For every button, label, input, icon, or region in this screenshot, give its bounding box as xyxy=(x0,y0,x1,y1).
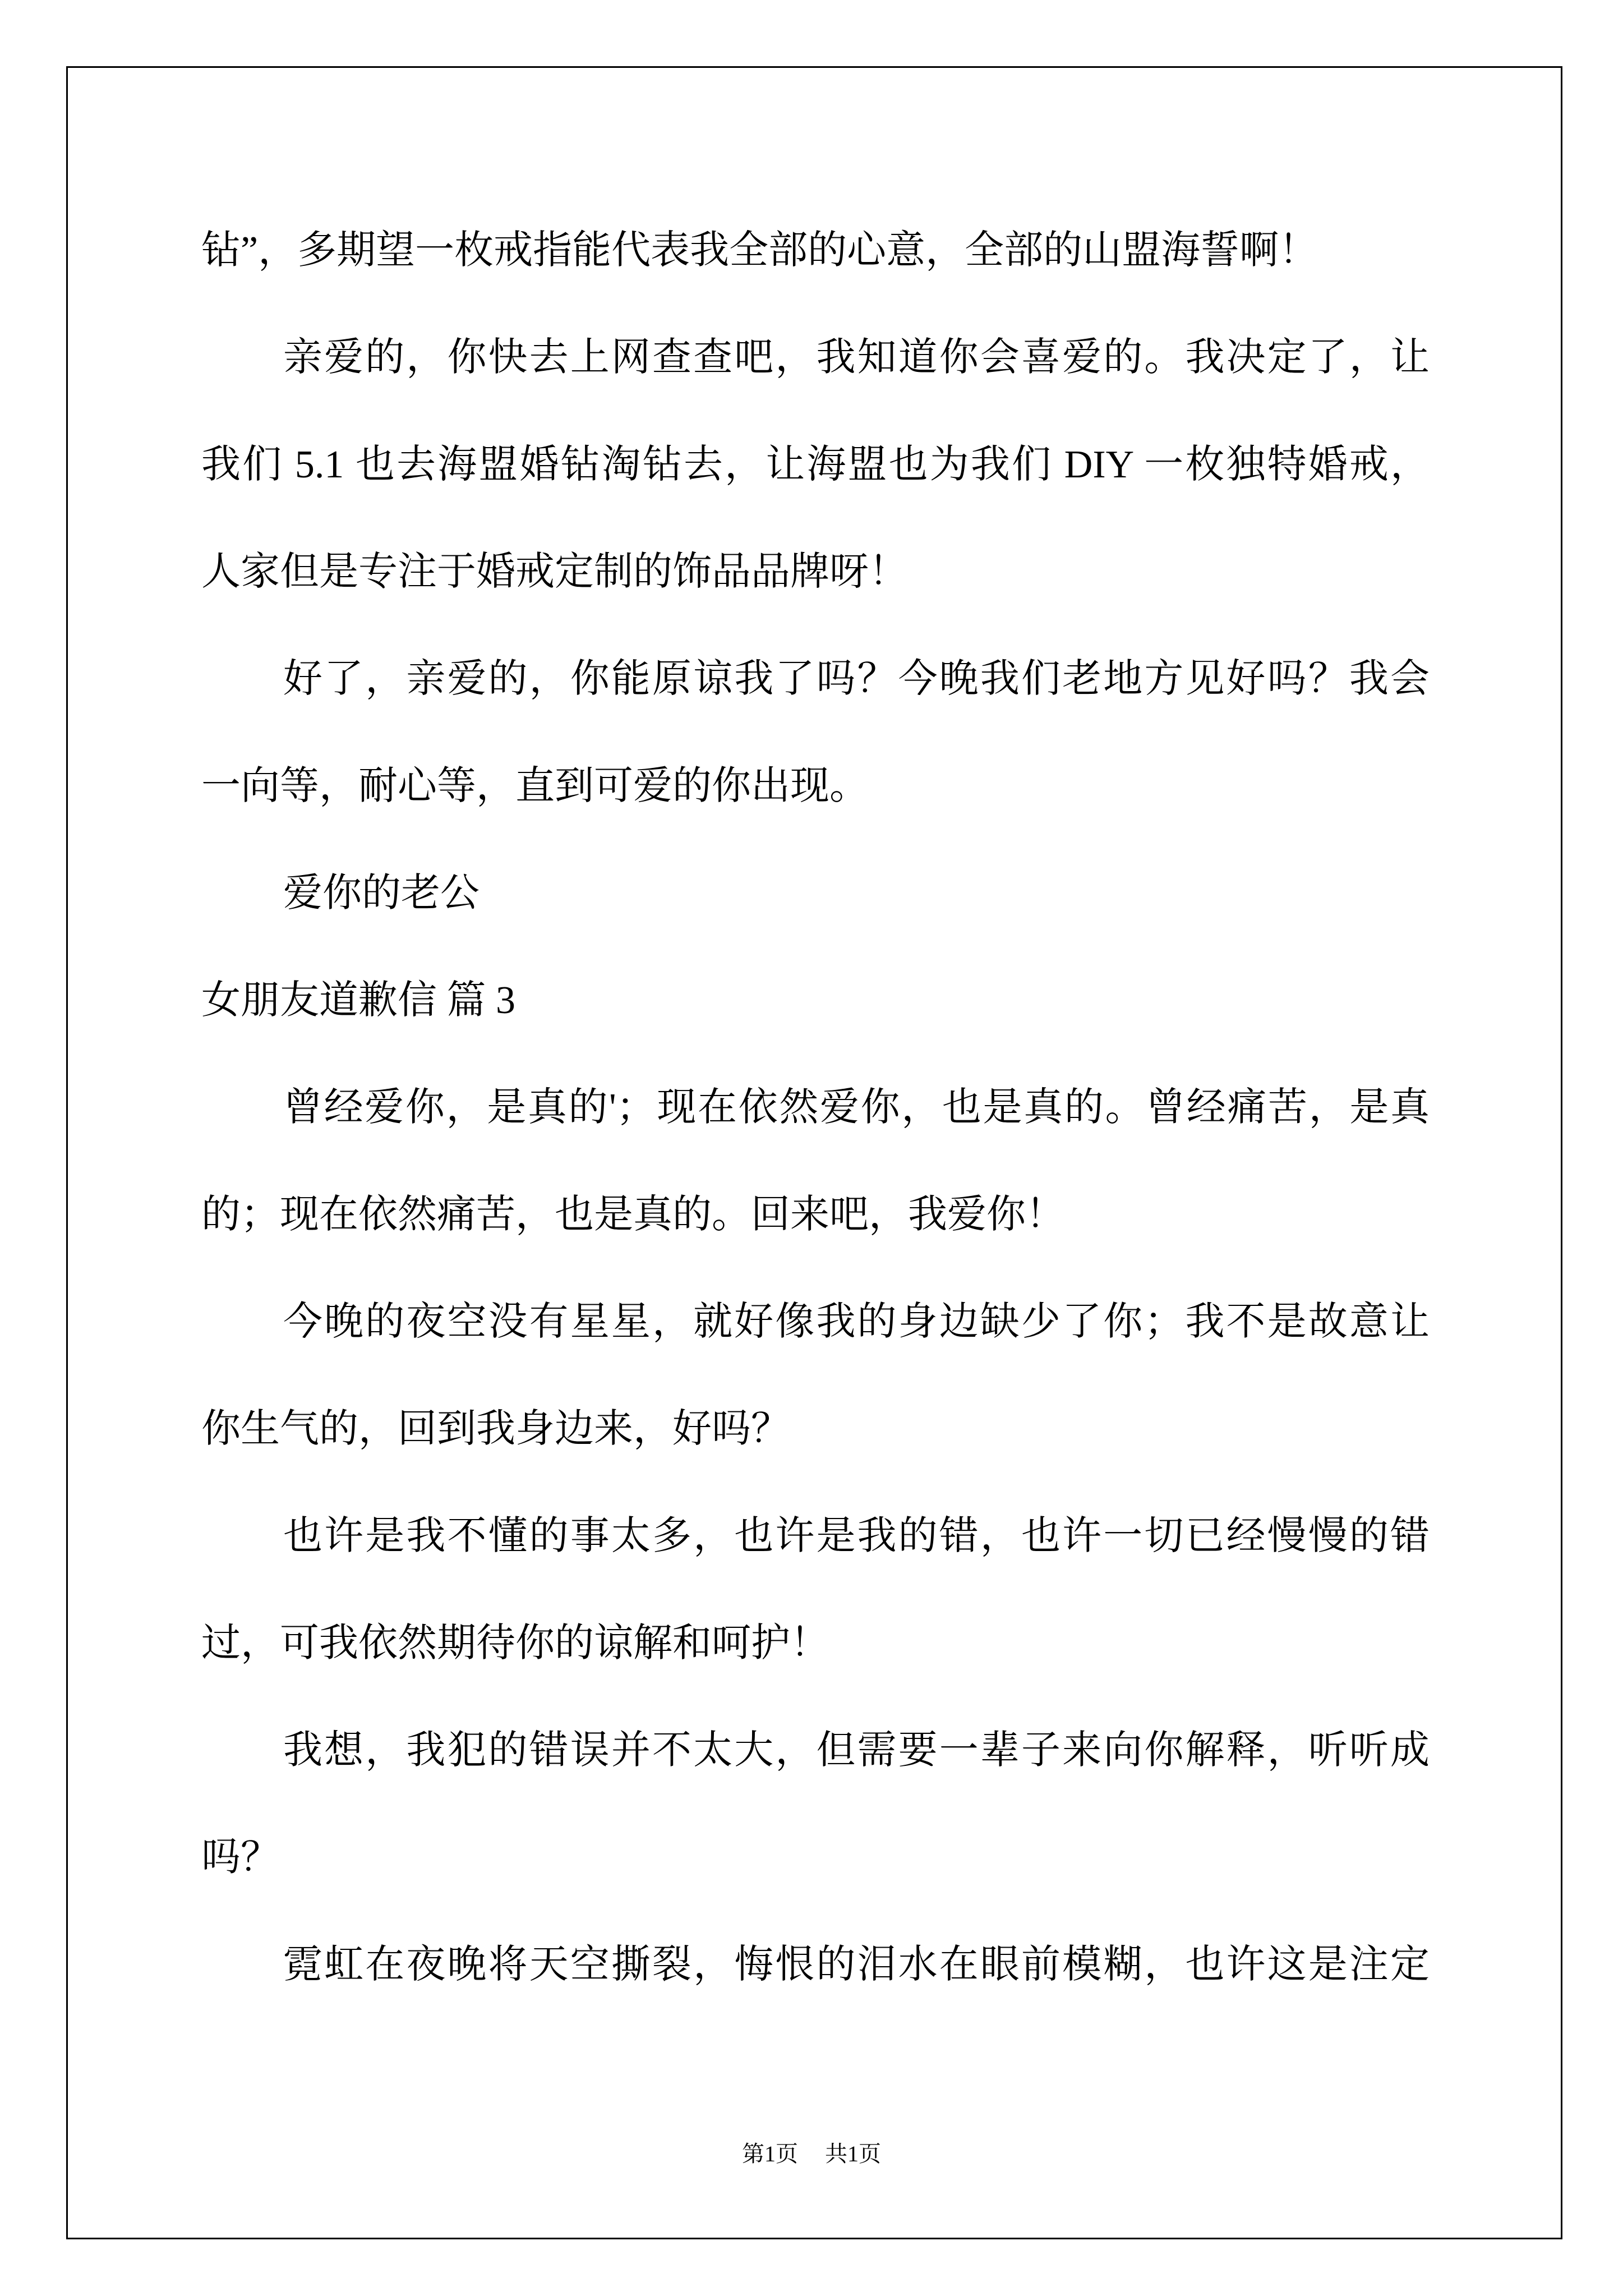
letter-signature: 爱你的老公 xyxy=(283,872,479,915)
paragraph-line: 霓虹在夜晚将天空撕裂，悔恨的泪水在眼前模糊，也许这是注定 xyxy=(283,1943,1430,1986)
paragraph-line: 我想，我犯的错误并不太大，但需要一辈子来向你解释，听听成 xyxy=(283,1729,1430,1772)
page-footer xyxy=(0,2137,1623,2171)
paragraph xyxy=(201,1054,1430,1268)
paragraph-line: 你生气的，回到我身边来，好吗？ xyxy=(201,1407,790,1451)
page-number: 第1页 xyxy=(742,2141,798,2166)
paragraph-line: 人家但是专注于婚戒定制的饰品品牌呀！ xyxy=(201,550,908,593)
paragraph xyxy=(201,304,1430,625)
paragraph xyxy=(201,1697,1430,1911)
paragraph-line: 也许是我不懂的事太多，也许是我的错，也许一切已经慢慢的错 xyxy=(283,1515,1430,1558)
paragraph xyxy=(201,1268,1430,1483)
paragraph-line: 吗？ xyxy=(201,1836,280,1879)
paragraph-line: 我们 5.1 也去海盟婚钻淘钻去，让海盟也为我们 DIY 一枚独特婚戒， xyxy=(201,443,1430,486)
paragraph xyxy=(201,197,1430,304)
paragraph-line: 过，可我依然期待你的谅解和呵护！ xyxy=(201,1622,829,1665)
paragraph-line: 曾经爱你，是真的'；现在依然爱你，也是真的。曾经痛苦，是真 xyxy=(283,1086,1430,1129)
paragraph-line: 今晚的夜空没有星星，就好像我的身边缺少了你；我不是故意让 xyxy=(283,1300,1430,1343)
paragraph-line: 一向等，耐心等，直到可爱的你出现。 xyxy=(201,765,869,808)
section-heading: 女朋友道歉信 篇 3 xyxy=(201,979,515,1022)
paragraph-line: 亲爱的，你快去上网查查吧，我知道你会喜爱的。我决定了，让 xyxy=(283,336,1430,379)
paragraph-line: 好了，亲爱的，你能原谅我了吗？今晚我们老地方见好吗？我会 xyxy=(283,657,1430,701)
paragraph xyxy=(201,625,1430,840)
document-body xyxy=(201,197,1430,2018)
paragraph-line: 钻”，多期望一枚戒指能代表我全部的心意，全部的山盟海誓啊！ xyxy=(201,229,1318,272)
paragraph xyxy=(201,1483,1430,1697)
paragraph-line: 的；现在依然痛苦，也是真的。回来吧，我爱你！ xyxy=(201,1193,1065,1236)
page-count: 共1页 xyxy=(825,2141,881,2166)
paragraph xyxy=(201,1911,1430,2018)
